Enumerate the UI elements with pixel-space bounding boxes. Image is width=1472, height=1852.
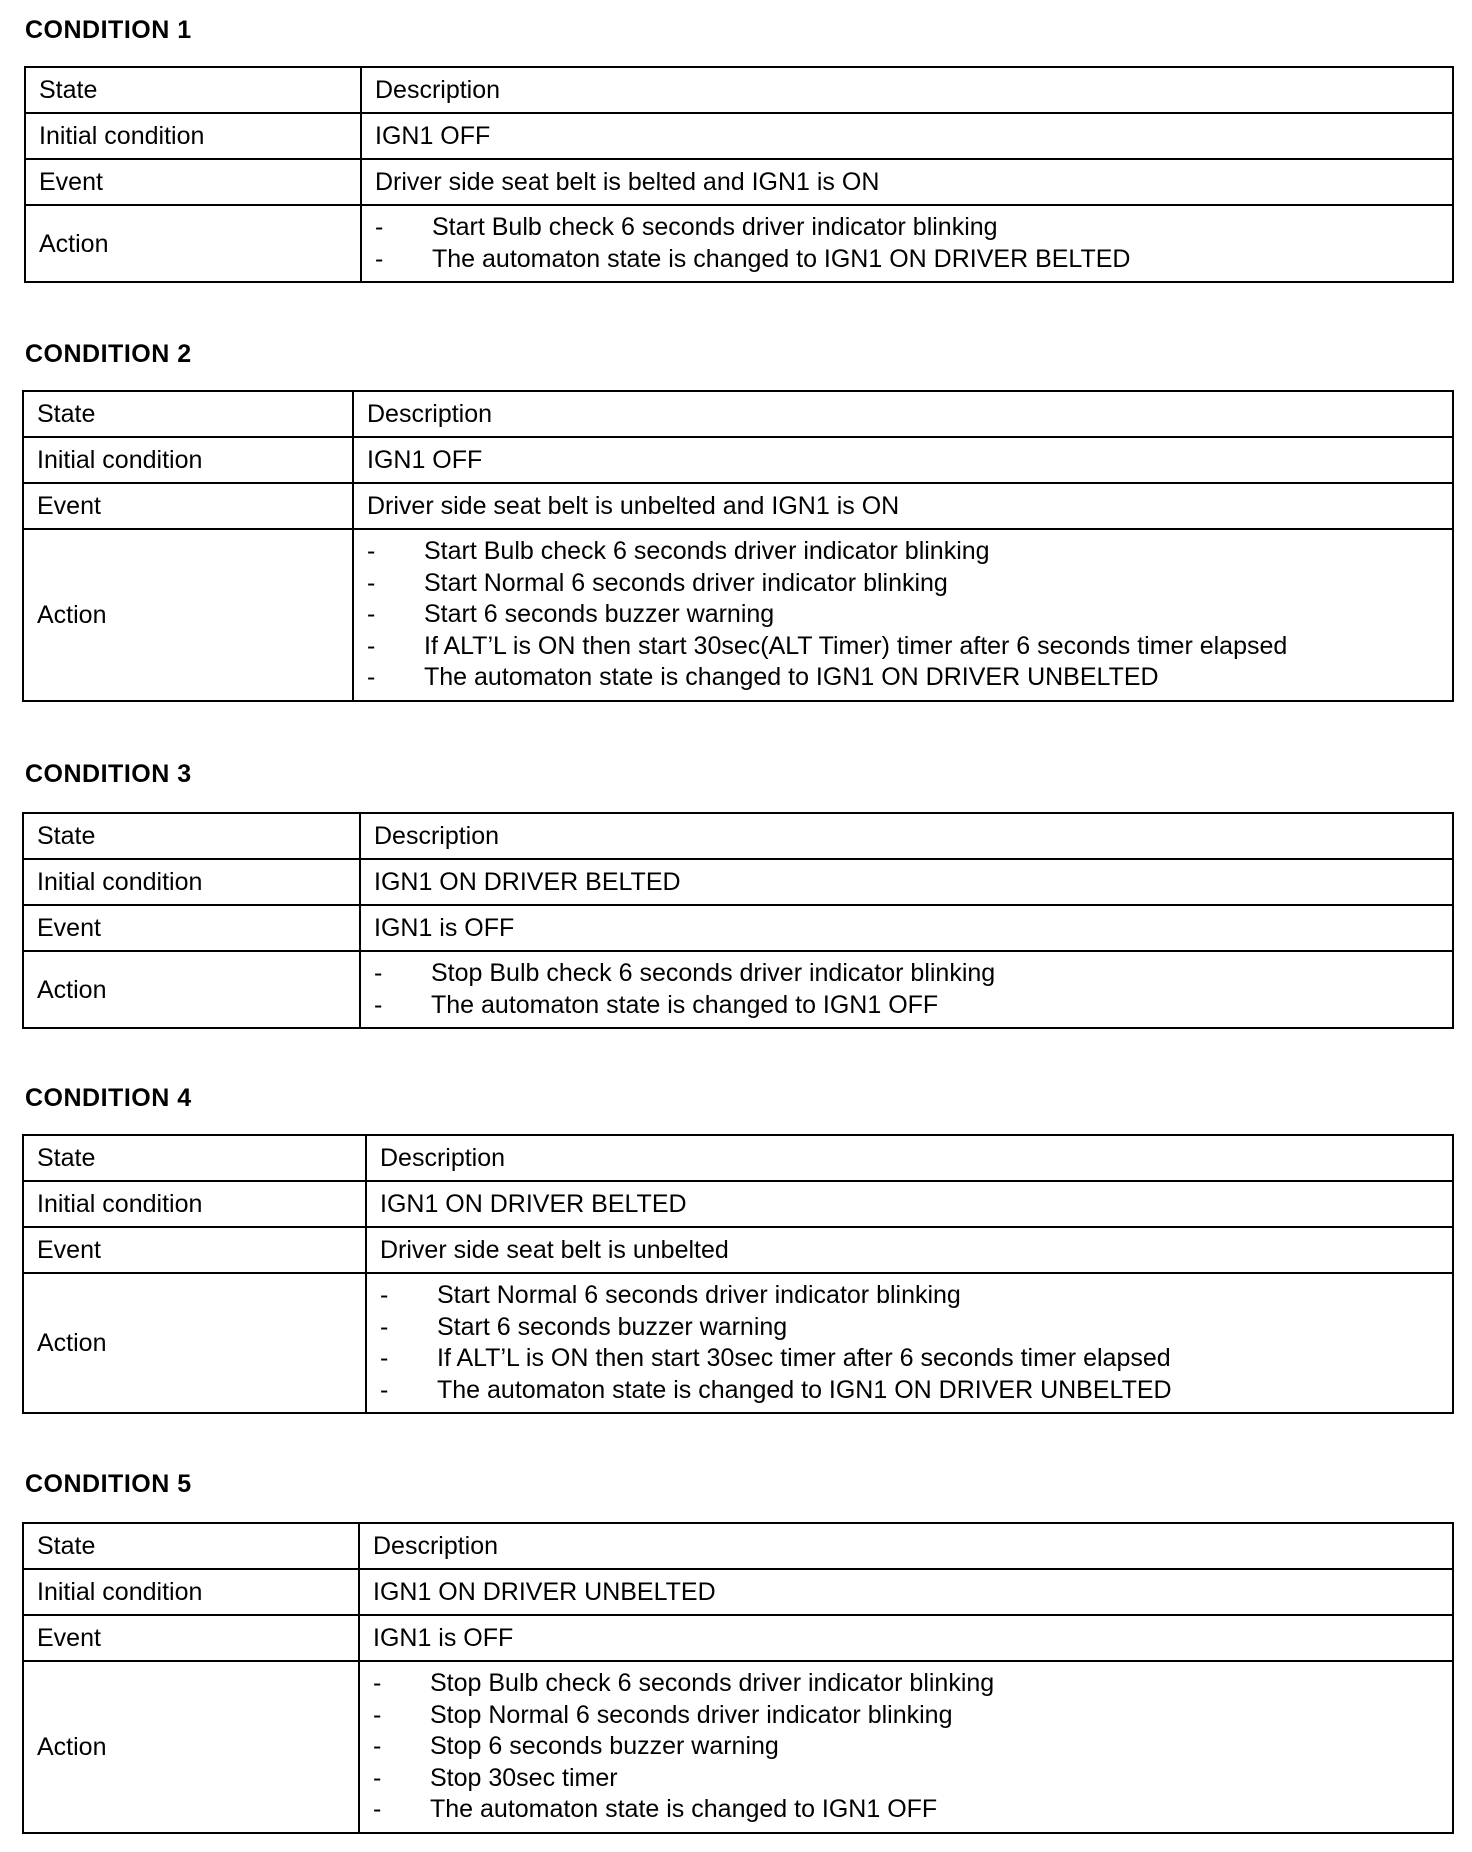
condition-title: CONDITION 3 [25, 760, 192, 788]
action-item [380, 1280, 1452, 1312]
action-item-text: If ALT’L is ON then start 30sec timer after 6 seconds timer elapsed [437, 1344, 1171, 1372]
table-row [23, 1569, 1453, 1615]
action-item [373, 1794, 1452, 1826]
action-item-text: The automaton state is changed to IGN1 ON DRIVER BELTED [432, 244, 1131, 273]
table-row [23, 905, 1453, 951]
condition-title: CONDITION 5 [25, 1470, 192, 1498]
action-item-text: Stop Bulb check 6 seconds driver indicator blinking [431, 959, 996, 987]
initial-condition-value: IGN1 ON DRIVER UNBELTED [359, 1569, 1453, 1615]
table-row [23, 813, 1453, 859]
action-item-text: Start Bulb check 6 seconds driver indicator blinking [432, 213, 998, 241]
bullet-dash: - [374, 990, 383, 1019]
table-row [23, 529, 1453, 701]
action-item-text: The automaton state is changed to IGN1 OFF [431, 990, 939, 1019]
table-row [23, 1615, 1453, 1661]
bullet-dash: - [367, 600, 376, 628]
bullet-dash: - [373, 1732, 382, 1760]
table-row [25, 159, 1453, 205]
action-item [380, 1375, 1452, 1407]
table-row [23, 951, 1453, 1028]
table-row [23, 1661, 1453, 1833]
action-item [367, 536, 1452, 568]
event-label: Event [23, 1227, 366, 1273]
header-description: Description [359, 1523, 1453, 1569]
bullet-dash: - [373, 1700, 382, 1729]
action-cell [366, 1273, 1453, 1413]
table-row [23, 437, 1453, 483]
bullet-dash: - [367, 568, 376, 597]
condition-table [24, 66, 1454, 283]
bullet-dash: - [373, 1795, 382, 1823]
action-label: Action [23, 1661, 359, 1833]
action-item-text: Start Normal 6 seconds driver indicator blinking [424, 568, 948, 597]
action-item [367, 631, 1452, 663]
event-value: Driver side seat belt is unbelted and IGN1 is ON [353, 483, 1453, 529]
action-item [374, 990, 1452, 1022]
initial-condition-value: IGN1 ON DRIVER BELTED [366, 1181, 1453, 1227]
action-cell [353, 529, 1453, 701]
table-row [23, 483, 1453, 529]
bullet-dash: - [375, 244, 384, 273]
action-item [373, 1763, 1452, 1795]
condition-table [22, 1134, 1454, 1414]
action-item [373, 1668, 1452, 1700]
initial-condition-value: IGN1 OFF [353, 437, 1453, 483]
table-row [25, 67, 1453, 113]
header-state: State [25, 67, 361, 113]
event-value: Driver side seat belt is unbelted [366, 1227, 1453, 1273]
table-row [25, 205, 1453, 282]
action-list [380, 1274, 1452, 1412]
condition-title: CONDITION 2 [25, 340, 192, 368]
initial-condition-value: IGN1 ON DRIVER BELTED [360, 859, 1453, 905]
action-item-text: The automaton state is changed to IGN1 ON DRIVER UNBELTED [424, 663, 1159, 691]
bullet-dash: - [380, 1312, 389, 1341]
action-item [380, 1312, 1452, 1344]
header-description: Description [360, 813, 1453, 859]
action-item-text: Start Normal 6 seconds driver indicator blinking [437, 1281, 961, 1309]
table-row [23, 1181, 1453, 1227]
bullet-dash: - [373, 1763, 382, 1792]
header-description: Description [366, 1135, 1453, 1181]
action-label: Action [23, 951, 360, 1028]
bullet-dash: - [367, 631, 376, 660]
action-item [373, 1700, 1452, 1732]
action-item [367, 568, 1452, 600]
action-item [367, 662, 1452, 694]
bullet-dash: - [380, 1281, 389, 1309]
event-value: IGN1 is OFF [359, 1615, 1453, 1661]
header-state: State [23, 1523, 359, 1569]
action-item-text: The automaton state is changed to IGN1 ON DRIVER UNBELTED [437, 1375, 1172, 1404]
initial-condition-label: Initial condition [25, 113, 361, 159]
action-item-text: Stop 6 seconds buzzer warning [430, 1732, 779, 1760]
header-state: State [23, 391, 353, 437]
table-row [25, 113, 1453, 159]
condition-title: CONDITION 4 [25, 1084, 192, 1112]
action-item [375, 212, 1452, 244]
bullet-dash: - [375, 213, 384, 241]
action-item-text: Stop 30sec timer [430, 1763, 618, 1792]
event-label: Event [23, 1615, 359, 1661]
table-row [23, 1135, 1453, 1181]
action-list [373, 1662, 1452, 1832]
action-item [367, 599, 1452, 631]
event-label: Event [23, 905, 360, 951]
action-item-text: Start Bulb check 6 seconds driver indicator blinking [424, 537, 990, 565]
action-item-text: Stop Bulb check 6 seconds driver indicator blinking [430, 1669, 995, 1697]
condition-table [22, 1522, 1454, 1834]
initial-condition-label: Initial condition [23, 859, 360, 905]
bullet-dash: - [367, 537, 376, 565]
action-cell [359, 1661, 1453, 1833]
action-item [380, 1343, 1452, 1375]
bullet-dash: - [380, 1375, 389, 1404]
bullet-dash: - [367, 663, 376, 691]
event-label: Event [25, 159, 361, 205]
action-list [374, 952, 1452, 1027]
action-item-text: The automaton state is changed to IGN1 OFF [430, 1795, 938, 1823]
action-label: Action [25, 205, 361, 282]
condition-title: CONDITION 1 [25, 16, 192, 44]
action-cell [361, 205, 1453, 282]
header-description: Description [361, 67, 1453, 113]
header-state: State [23, 1135, 366, 1181]
initial-condition-label: Initial condition [23, 437, 353, 483]
event-value: Driver side seat belt is belted and IGN1 is ON [361, 159, 1453, 205]
action-item [373, 1731, 1452, 1763]
table-row [23, 391, 1453, 437]
action-label: Action [23, 1273, 366, 1413]
event-value: IGN1 is OFF [360, 905, 1453, 951]
bullet-dash: - [380, 1344, 389, 1372]
event-label: Event [23, 483, 353, 529]
initial-condition-label: Initial condition [23, 1569, 359, 1615]
table-row [23, 859, 1453, 905]
condition-table [22, 812, 1454, 1029]
header-state: State [23, 813, 360, 859]
action-cell [360, 951, 1453, 1028]
table-row [23, 1227, 1453, 1273]
table-row [23, 1273, 1453, 1413]
action-item-text: Start 6 seconds buzzer warning [437, 1312, 788, 1341]
action-item [374, 958, 1452, 990]
action-item [375, 244, 1452, 276]
bullet-dash: - [374, 959, 383, 987]
initial-condition-label: Initial condition [23, 1181, 366, 1227]
action-list [367, 530, 1452, 700]
action-label: Action [23, 529, 353, 701]
action-item-text: Start 6 seconds buzzer warning [424, 600, 775, 628]
action-item-text: If ALT’L is ON then start 30sec(ALT Timer) timer after 6 seconds timer elapsed [424, 631, 1288, 660]
action-list [375, 206, 1452, 281]
header-description: Description [353, 391, 1453, 437]
table-row [23, 1523, 1453, 1569]
bullet-dash: - [373, 1669, 382, 1697]
action-item-text: Stop Normal 6 seconds driver indicator blinking [430, 1700, 953, 1729]
condition-table [22, 390, 1454, 702]
initial-condition-value: IGN1 OFF [361, 113, 1453, 159]
